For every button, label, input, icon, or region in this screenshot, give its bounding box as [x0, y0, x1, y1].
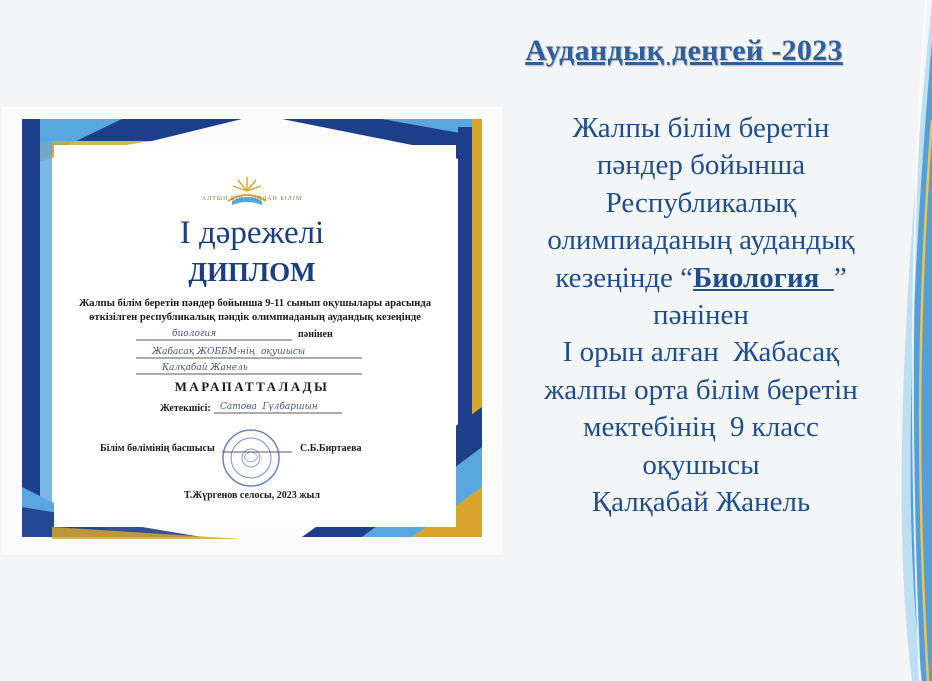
body-line: Республикалық	[605, 186, 797, 219]
diploma-image	[2, 107, 502, 555]
body-line-subject	[492, 260, 910, 297]
handwritten-supervisor: Сатова Гүлбаршын	[220, 402, 318, 412]
body-line: жалпы орта білім беретін	[544, 373, 858, 406]
body-line: пәнінен	[653, 299, 749, 332]
body-line: оқушысы	[642, 448, 760, 481]
olympiad-org-text: АЛТЫН БІЛ · ОЙЛАН БІЛІМ	[201, 196, 303, 202]
body-line: мектебінің 9 класс	[583, 411, 819, 444]
official-stamp-icon	[220, 427, 282, 489]
diploma-awarded: МАРАПАТТАЛАДЫ	[174, 379, 330, 394]
body-line-prefix: кезеңінде “	[555, 261, 694, 294]
slide-heading: Аудандық деңгей -2023	[525, 34, 843, 67]
handwritten-school: Жабасақ ЖОББМ-нің оқушысы	[152, 347, 306, 357]
subject-name: Биология	[693, 261, 834, 294]
diploma-description-line: Жалпы білім беретін пәндер бойынша 9-11 сынып оқушылары арасында	[78, 298, 431, 309]
body-line: пәндер бойынша	[596, 149, 806, 182]
body-line: Қалқабай Жанель	[591, 486, 811, 519]
handwritten-subject: биология	[172, 329, 217, 339]
body-line-suffix: ”	[833, 261, 847, 294]
award-description	[492, 110, 910, 521]
subject-suffix: пәнінен	[298, 329, 333, 340]
diploma-description-line: өткізілген республикалық пәндік олимпиаданың аудандық кезеңінде	[89, 312, 421, 323]
supervisor-label: Жетекшісі:	[160, 403, 211, 414]
handwritten-student: Қалқабай Жанель	[162, 363, 248, 373]
diploma-degree: І дәрежелі	[179, 215, 325, 251]
body-line: Жалпы білім беретін	[572, 112, 830, 144]
body-line: І орын алған Жабасақ	[562, 336, 840, 369]
diploma-description	[57, 297, 453, 325]
head-label: Білім бөлімінің басшысы	[100, 443, 215, 454]
head-name: С.Б.Биртаева	[300, 443, 362, 454]
body-line: олимпиаданың аудандық	[547, 224, 855, 257]
olympiad-logo-icon	[224, 171, 270, 211]
diploma-footer: Т.Жүргенов селосы, 2023 жыл	[184, 490, 320, 501]
diploma-title: ДИПЛОМ	[188, 257, 316, 287]
